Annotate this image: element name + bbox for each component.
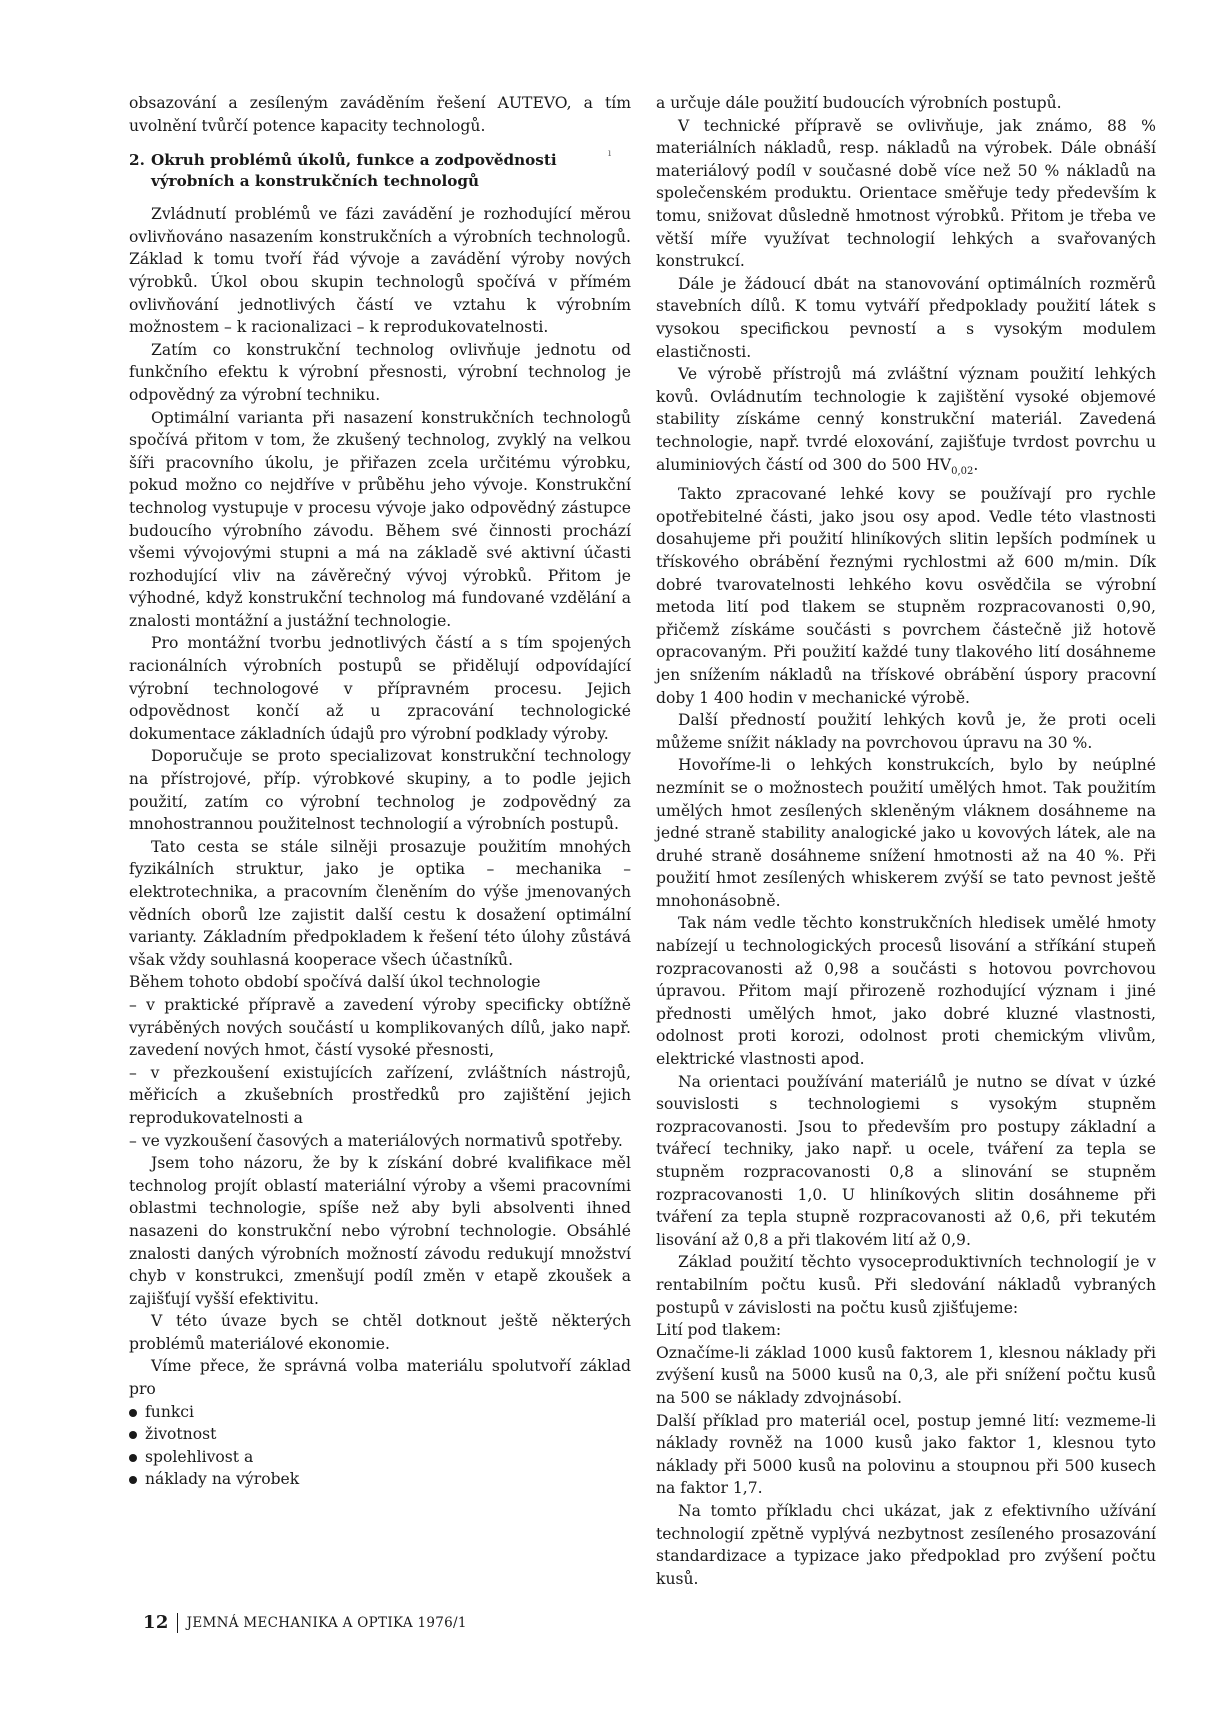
- paragraph: a určuje dále použití budoucích výrobních postupů.: [656, 94, 1062, 112]
- paragraph: V technické přípravě se ovlivňuje, jak známo, 88 % materiálních nákladů, resp. nákladů na výrobek. Dále obnáší materiálový podíl v současné době více než 50 % nákladů na společenském produktu. Orientace směřuje tedy především k tomu, snižovat důsledně hmotnost výrobků. Přitom je třeba ve větší míře využívat technologií lehkých a svařovaných konstrukcí.: [656, 116, 1156, 271]
- bullet-icon: [129, 1454, 137, 1462]
- bullet-icon: [129, 1409, 137, 1417]
- paragraph: Pro montážní tvorbu jednotlivých částí a s tím spojených racionálních výrobních postupů se přidělují odpovídající výrobní technologové v přípravném procesu. Jejich odpovědnost končí až u zpracování technologické dokumentace základních údajů pro výrobní podklady výroby.: [129, 634, 631, 743]
- list-item: životnost: [129, 1423, 631, 1446]
- section-title-line2: výrobních a konstrukčních technologů: [151, 172, 480, 191]
- journal-title: JEMNÁ MECHANIKA A OPTIKA 1976/1: [186, 1614, 467, 1631]
- dash-item: – ve vyzkoušení časových a materiálových normativů spotřeby.: [129, 1131, 623, 1150]
- scan-speck: ı: [608, 148, 612, 159]
- footer-divider: [177, 1613, 178, 1633]
- paragraph: Tak nám vedle těchto konstrukčních hledisek umělé hmoty nabízejí u technologických procesů lisování a stříkání stupeň rozpracovanosti až 0,98 a součásti s hotovou povrchovou úpravou. Přitom mají přirozeně rozhodující význam i jiné přednosti umělých hmot, jako dobré kluzné vlastnosti, odolnost proti korozi, odolnost proti chemickým vlivům, elektrické vlastnosti apod.: [656, 914, 1156, 1069]
- list-item: náklady na výrobek: [129, 1468, 631, 1491]
- paragraph: Další příklad pro materiál ocel, postup jemné lití: vezmeme-li náklady rovněž na 1000 kusů jako faktor 1, klesnou tyto náklady při 5000 kusů na polovinu a stoupnou při 500 kusech na faktor 1,7.: [656, 1411, 1156, 1498]
- paragraph: Zatím co konstrukční technolog ovlivňuje jednotu od funkčního efektu k výrobní přesnosti, výrobní technolog je odpovědný za výrobní techniku.: [129, 340, 631, 404]
- right-column: [656, 92, 1156, 1590]
- paragraph: Další předností použití lehkých kovů je, že proti oceli můžeme snížit náklady na povrchovou úpravu na 30 %.: [656, 711, 1156, 752]
- paragraph: Takto zpracované lehké kovy se používají pro rychle opotřebitelné části, jako jsou osy apod. Vedle této vlastnosti dosahujeme při použití hliníkových slitin lepších podmínek u třískového obrábění řeznými rychlostmi až 600 m/min. Dík dobré tvarovatelnosti lehkého kovu osvědčila se výrobní metoda lití pod tlakem se stupněm rozpracovanosti 0,90, přičemž získáme součásti s povrchem částečně již hotově opracovaným. Při použití každé tuny tlakového lití dosáhneme jen snížením nákladů na třískové obrábění úspory pracovní doby 1 400 hodin v mechanické výrobě.: [656, 485, 1156, 707]
- bullet-list: [129, 1401, 631, 1491]
- paragraph: Zvládnutí problémů ve fázi zavádění je rozhodující měrou ovlivňováno nasazením konstrukčních a výrobních technologů. Základ k tomu tvoří řád vývoje a zavádění výroby nových výrobků. Úkol obou skupin technologů spočívá v přímém ovlivňování jednotlivých částí ve vztahu k výrobním možnostem – k racionalizaci – k reprodukovatelnosti.: [129, 205, 631, 337]
- paragraph: Jsem toho názoru, že by k získání dobré kvalifikace měl technolog projít oblastí materiální výroby a všemi pracovními oblastmi technologie, spíše než aby byli absolventi ihned nasazeni do konstrukční nebo výrobní technologie. Obsáhlé znalosti daných výrobních možností závodu redukují množství chyb v konstrukci, zmenšují podíl změn v etapě zkoušek a zajišťují vyšší efektivitu.: [129, 1154, 631, 1308]
- paragraph: Doporučuje se proto specializovat konstrukční technology na přístrojové, příp. výrobkové skupiny, a to podle jejich použití, zatím co výrobní technolog je zodpovědný za mnohostrannou použitelnost technologií a výrobních postupů.: [129, 747, 631, 834]
- list-item: funkci: [129, 1401, 631, 1424]
- page-footer: [143, 1612, 467, 1633]
- paragraph: Optimální varianta při nasazení konstrukčních technologů spočívá přitom v tom, že zkušený technolog, zvyklý na velkou šíři pracovního úkolu, je přiřazen zcela určitému výrobku, pokud možno co nejdříve v průběhu jeho vývoje. Konstrukční technolog vystupuje v procesu vývoje jako odpovědný zástupce budoucího výrobního závodu. Během své činnosti prochází všemi vývojovými stupni a má na základě své aktivní účasti rozhodující vliv na závěrečný vývoj výrobků. Přitom je výhodné, když konstrukční technolog má fundované vzdělání a znalosti montážní a justážní technologie.: [129, 408, 631, 630]
- section-heading: [129, 150, 631, 192]
- section-title-line1: Okruh problémů úkolů, funkce a zodpovědnosti: [151, 151, 557, 170]
- paragraph: Označíme-li základ 1000 kusů faktorem 1, klesnou náklady při zvýšení kusů na 5000 kusů na 0,3, ale při snížení počtu kusů na 500 se náklady zdvojnásobí.: [656, 1343, 1156, 1407]
- page-number: 12: [143, 1612, 169, 1633]
- paragraph: Dále je žádoucí dbát na stanovování optimálních rozměrů stavebních dílů. K tomu vytváří předpoklady použití látek s vysokou specifickou pevností a s vysokým modulem elastičnosti.: [656, 274, 1156, 361]
- left-column: [129, 92, 631, 1491]
- intro-paragraph: obsazování a zesíleným zaváděním řešení AUTEVO, a tím uvolnění tvůrčí potence kapacity technologů.: [129, 94, 631, 135]
- bullet-icon: [129, 1476, 137, 1484]
- bullet-icon: [129, 1431, 137, 1439]
- paragraph: Víme přece, že správná volba materiálu spolutvoří základ pro: [129, 1357, 631, 1399]
- paragraph: Tato cesta se stále silněji prosazuje použitím mnohých fyzikálních struktur, jako je optika – mechanika – elektrotechnika, a pracovním členěním do výše jmenovaných vědních oborů lze zajistit další cestu k dosažení optimální varianty. Základním předpokladem k řešení této úlohy zůstává však vždy souhlasná kooperace všech účastníků.: [129, 837, 631, 969]
- paragraph: V této úvaze bych se chtěl dotknout ještě některých problémů materiálové ekonomie.: [129, 1312, 631, 1353]
- section-number: 2.: [129, 151, 145, 170]
- paragraph: Lití pod tlakem:: [656, 1321, 782, 1340]
- paragraph: Na tomto příkladu chci ukázat, jak z efektivního užívání technologií zpětně vyplývá nezbytnost zesíleného prosazování standardizace a typizace jako předpoklad pro zvýšení počtu kusů.: [656, 1501, 1156, 1588]
- paragraph: Ve výrobě přístrojů má zvláštní význam použití lehkých kovů. Ovládnutím technologie k zajištění vysoké objemové stability získáme cenný konstrukční materiál. Zavedená technologie, např. tvrdé eloxování, zajišťuje tvrdost povrchu u aluminiových částí od 300 do 500 $HV_{0,02}$.: [656, 365, 1156, 477]
- subscript: 0,02: [951, 465, 974, 477]
- paragraph: Na orientaci používání materiálů je nutno se dívat v úzké souvislosti s technologiemi s vysokým stupněm rozpracovanosti. Jsou to především pro postupy základní a tvářecí techniky, jako např. u ocele, tváření za tepla se stupněm rozpracovanosti 0,8 a slinování se stupněm rozpracovanosti 1,0. U hliníkových slitin dosáhneme při tváření za tepla stupně rozpracovanosti až 0,6, při tekutém lisování až 0,8 a při tlakovém lití až 0,9.: [656, 1072, 1156, 1249]
- dash-item: – v přezkoušení existujících zařízení, zvláštních nástrojů, měřicích a zkušebních prostředků pro zajištění jejich reprodukovatelnosti a: [129, 1063, 631, 1127]
- paragraph: Základ použití těchto vysoceproduktivních technologií je v rentabilním počtu kusů. Při sledování nákladů vybraných postupů v závislosti na počtu kusů zjišťujeme:: [656, 1253, 1156, 1317]
- list-item: spolehlivost a: [129, 1446, 631, 1469]
- paragraph: Hovoříme-li o lehkých konstrukcích, bylo by neúplné nezmínit se o možnostech použití umělých hmot. Tak použitím umělých hmot zesílených skleněným vláknem dosáhneme na jedné straně stability analogické jako u kovových látek, ale na druhé straně dosáhneme snížení hmotnosti až na 40 %. Při použití hmot zesílených whiskerem zvýší se tato pevnost ještě mnohonásobně.: [656, 756, 1156, 910]
- paragraph: Během tohoto období spočívá další úkol technologie: [129, 973, 541, 992]
- dash-item: – v praktické přípravě a zavedení výroby specificky obtížně vyráběných nových součástí u komplikovaných dílů, jako např. zavedení nových hmot, částí vysoké přesnosti,: [129, 995, 631, 1060]
